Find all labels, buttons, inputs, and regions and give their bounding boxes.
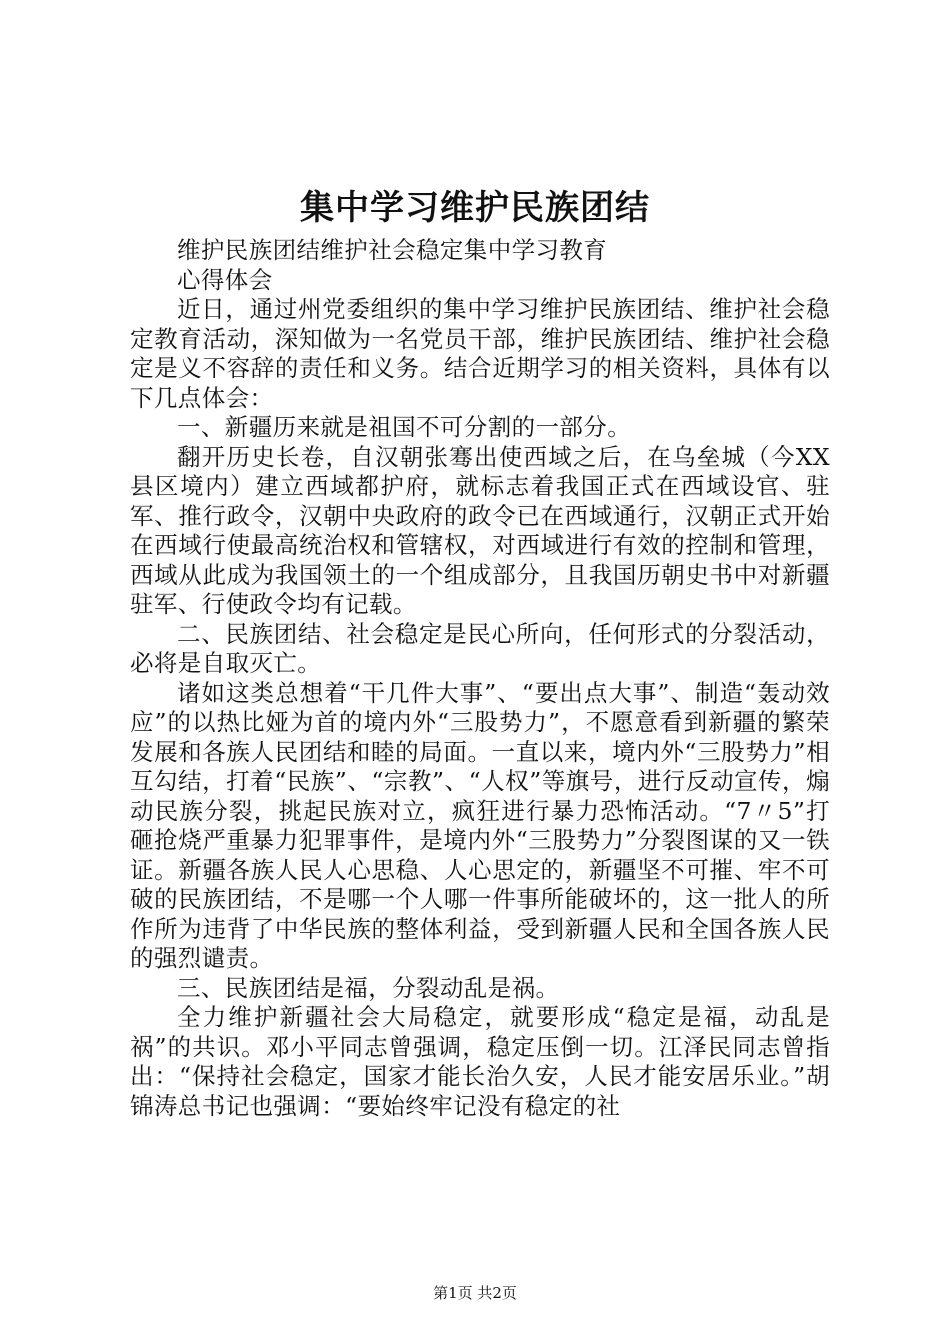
paragraph-stability: 全力维护新疆社会大局稳定，就要形成“稳定是福，动乱是祸”的共识。邓小平同志曾强调，稳定压倒一切。江泽民同志曾指出：“保持社会稳定，国家才能长治久安，人民才能安居乐业。”胡锦涛总书记也强调：“要始终牢记没有稳定的社 (130, 1003, 830, 1120)
section-heading-1: 一、新疆历来就是祖国不可分割的一部分。 (177, 413, 632, 441)
document-body (130, 236, 830, 1121)
section-heading-3: 三、民族团结是福，分裂动乱是祸。 (177, 973, 560, 1002)
section-heading-2: 二、民族团结、社会稳定是民心所向，任何形式的分裂活动，必将是自取灭亡。 (130, 619, 830, 677)
paragraph-history: 翻开历史长卷，自汉朝张骞出使西域之后，在乌垒城（今XX县区境内）建立西域都护府，就标志着我国正式在西域设官、驻军、推行政令，汉朝中央政府的政令已在西域通行，汉朝正式开始在西域行使最高统治权和管辖权，对西域进行有效的控制和管理，西域从此成为我国领土的一个组成部分，且我国历朝史书中对新疆驻军、行使政令均有记载。 (130, 442, 830, 618)
page-footer: 第1页 共2页 (433, 1284, 517, 1302)
paragraph-three-forces: 诸如这类总想着“干几件大事”、“要出点大事”、制造“轰动效应”的以热比娅为首的境内外“三股势力”，不愿意看到新疆的繁荣发展和各族人民团结和睦的局面。一直以来，境内外“三股势力”相互勾结，打着“民族”、“宗教”、“人权”等旗号，进行反动宣传，煽动民族分裂，挑起民族对立，疯狂进行暴力恐怖活动。“7〃5”打砸抢烧严重暴力犯罪事件，是境内外“三股势力”分裂图谋的又一铁证。新疆各族人民人心思稳、人心思定的，新疆坚不可摧、牢不可破的民族团结，不是哪一个人哪一件事所能破坏的，这一批人的所作所为违背了中华民族的整体利益，受到新疆人民和全国各族人民的强烈谴责。 (130, 678, 830, 972)
paragraph-intro: 近日，通过州党委组织的集中学习维护民族团结、维护社会稳定教育活动，深知做为一名党员干部，维护民族团结、维护社会稳定是义不容辞的责任和义务。结合近期学习的相关资料，具体有以下几点体会： (130, 295, 830, 412)
paragraph-subtitle-2: 心得体会 (177, 265, 273, 294)
paragraph-subtitle: 维护民族团结维护社会稳定集中学习教育 (177, 236, 608, 264)
document-title: 集中学习维护民族团结 (300, 188, 650, 228)
